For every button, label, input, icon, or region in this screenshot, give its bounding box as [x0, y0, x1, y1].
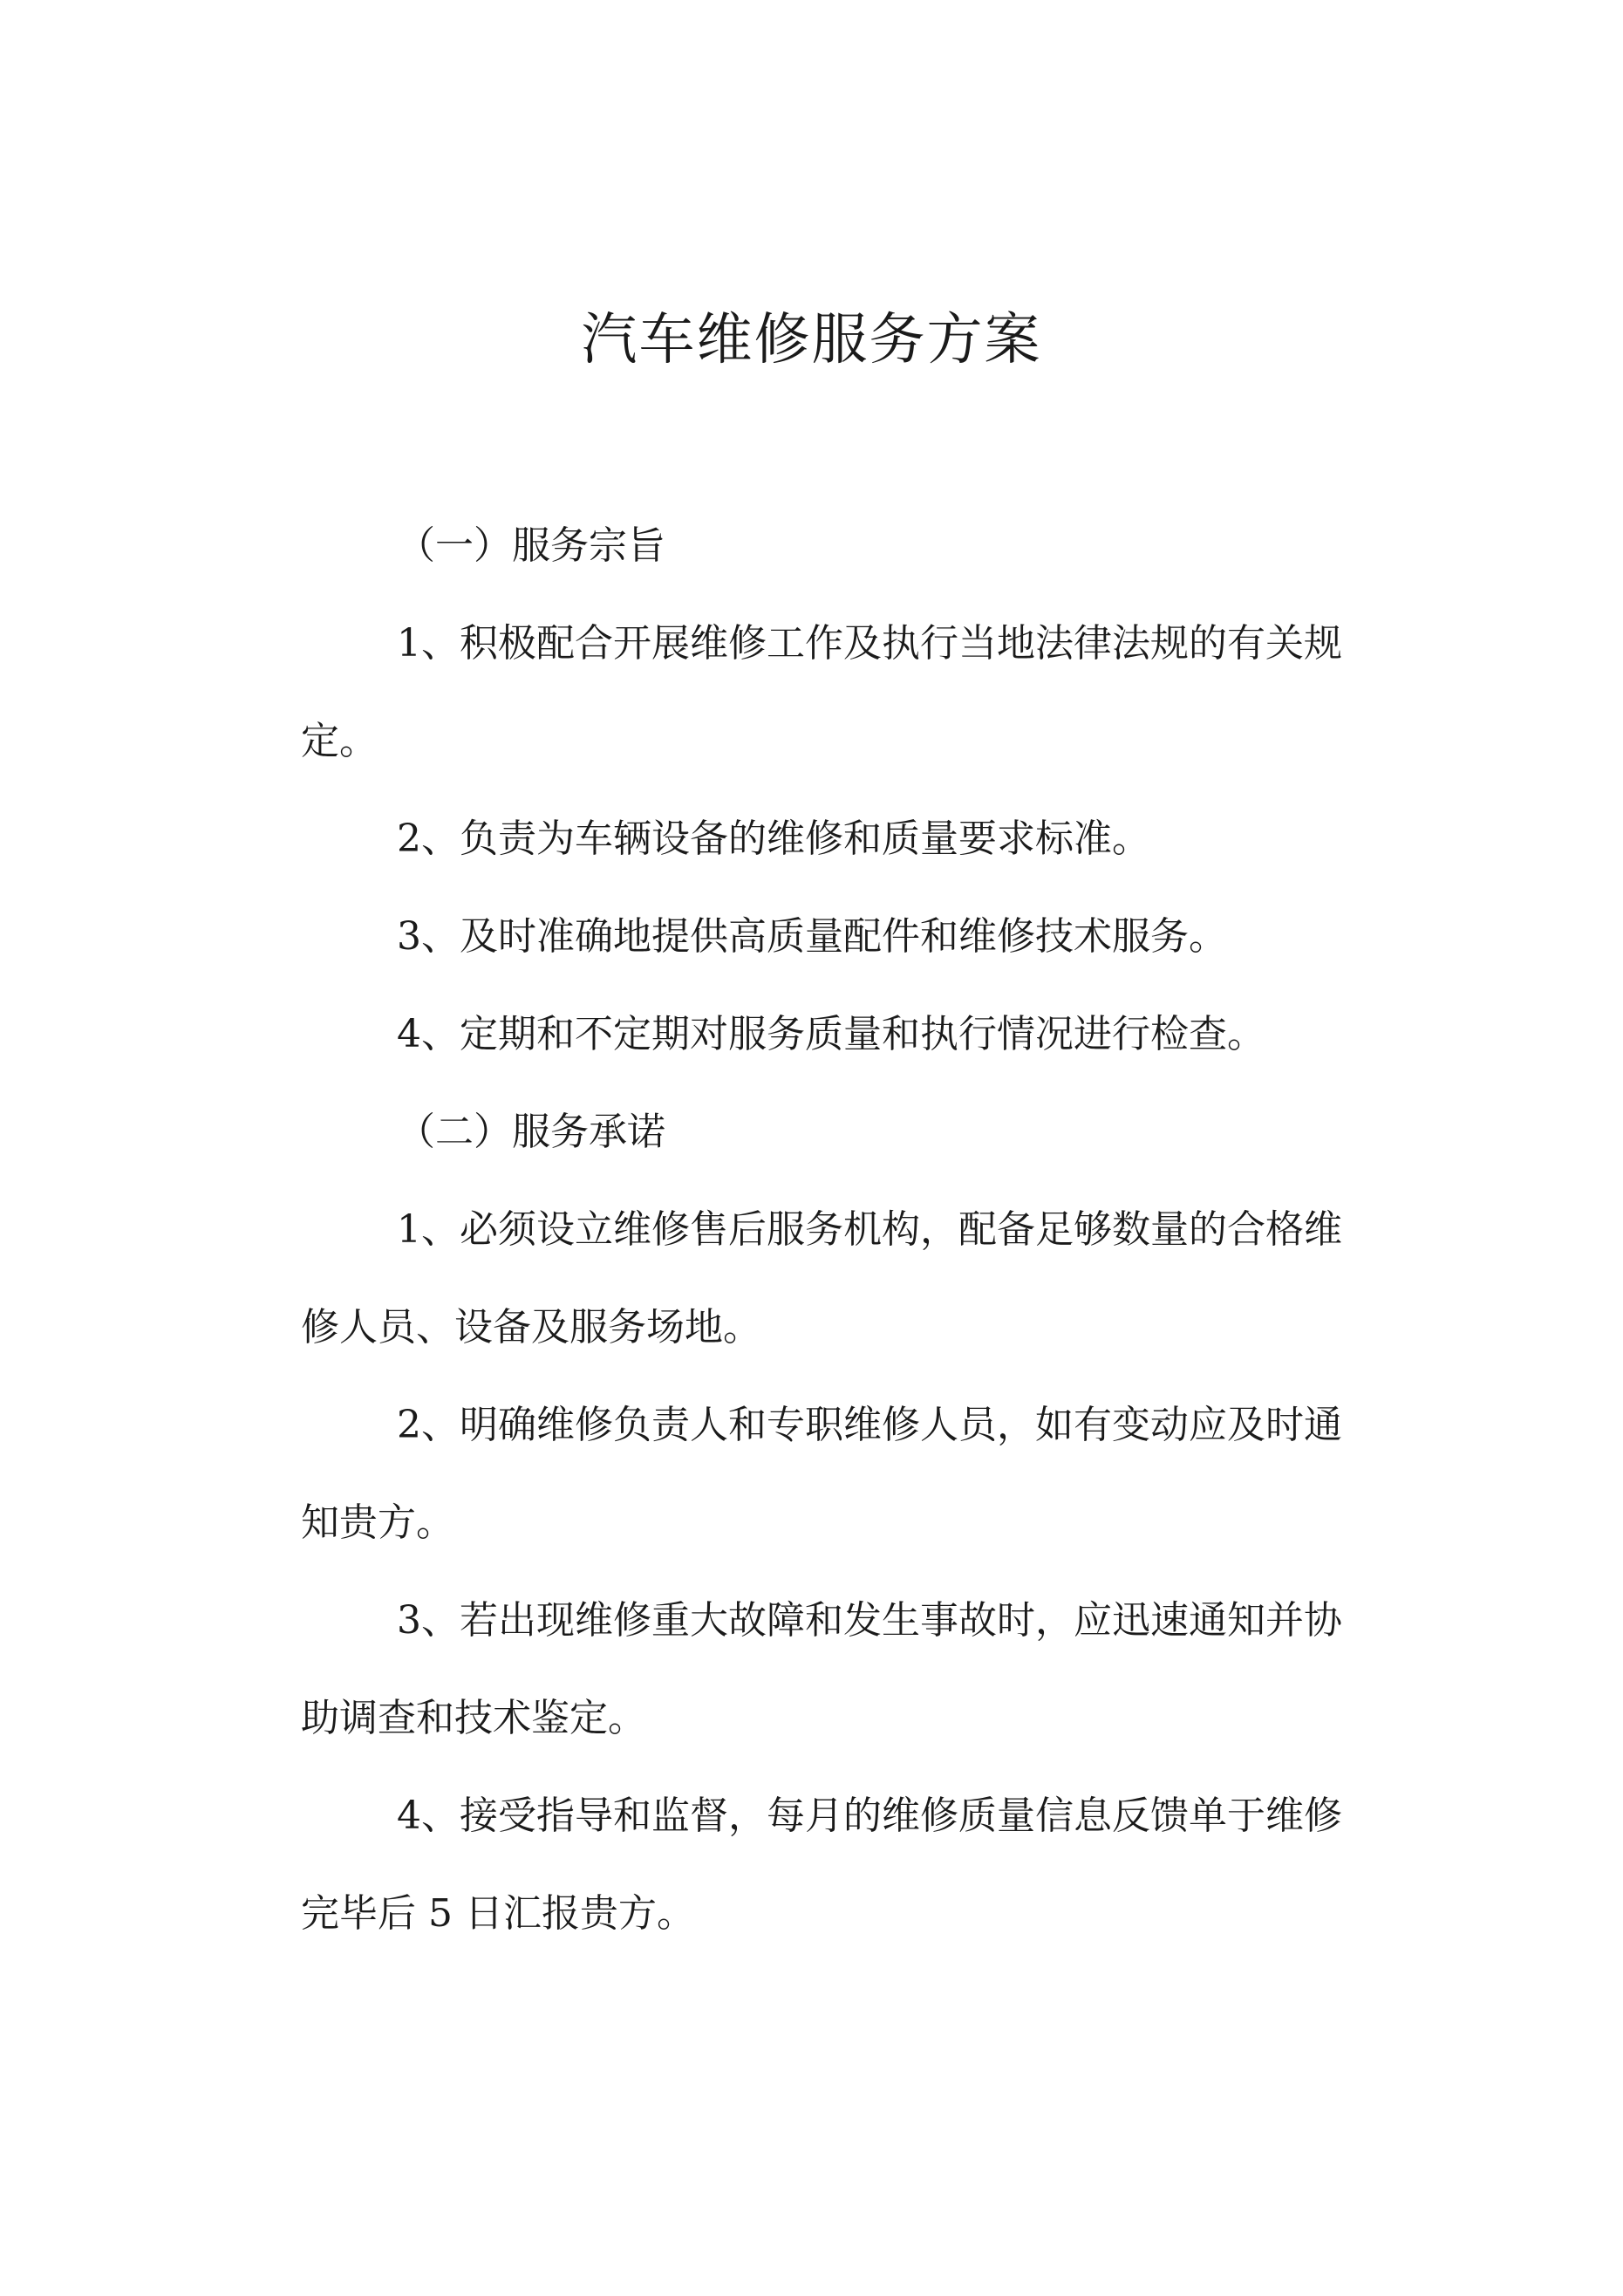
list-item — [301, 986, 1347, 1083]
paragraph-line: 助调查和技术鉴定。 — [301, 1696, 646, 1740]
paragraph-line: 1、积极配合开展维修工作及执行当地法律法规的有关规 — [397, 621, 1342, 666]
paragraph-line: 1、必须设立维修售后服务机构，配备足够数量的合格维 — [397, 1207, 1342, 1252]
paragraph-line: 3、若出现维修重大故障和发生事故时，应迅速通知并协 — [397, 1598, 1342, 1643]
paragraph-line: 定。 — [301, 719, 378, 763]
list-item — [301, 1767, 1347, 1963]
paragraph-line: 4、接受指导和监督，每月的维修质量信息反馈单于维修 — [397, 1794, 1342, 1838]
list-item — [301, 1181, 1347, 1377]
list-item — [301, 1377, 1347, 1572]
section-heading-service-commitment: （二）服务承诺 — [397, 1110, 665, 1154]
list-item — [301, 1572, 1347, 1767]
paragraph-line: 知贵方。 — [301, 1500, 454, 1545]
list-item — [301, 790, 1347, 888]
paragraph-line: 2、明确维修负责人和专职维修人员，如有变动应及时通 — [397, 1403, 1342, 1447]
paragraph-line: 3、及时准确地提供高质量配件和维修技术服务。 — [397, 914, 1227, 959]
document-body — [301, 497, 1347, 1963]
paragraph-line: 完毕后 5 日汇报贵方。 — [301, 1891, 695, 1936]
document-title: 汽车维修服务方案 — [581, 308, 1042, 372]
list-item — [301, 888, 1347, 986]
paragraph-line: 2、负责为车辆设备的维修和质量要求标准。 — [397, 817, 1150, 861]
paragraph-line: 4、定期和不定期对服务质量和执行情况进行检查。 — [397, 1012, 1265, 1056]
list-item — [301, 595, 1347, 790]
paragraph-line: 修人员、设备及服务场地。 — [301, 1305, 761, 1350]
section-heading-service-purpose: （一）服务宗旨 — [397, 523, 665, 568]
